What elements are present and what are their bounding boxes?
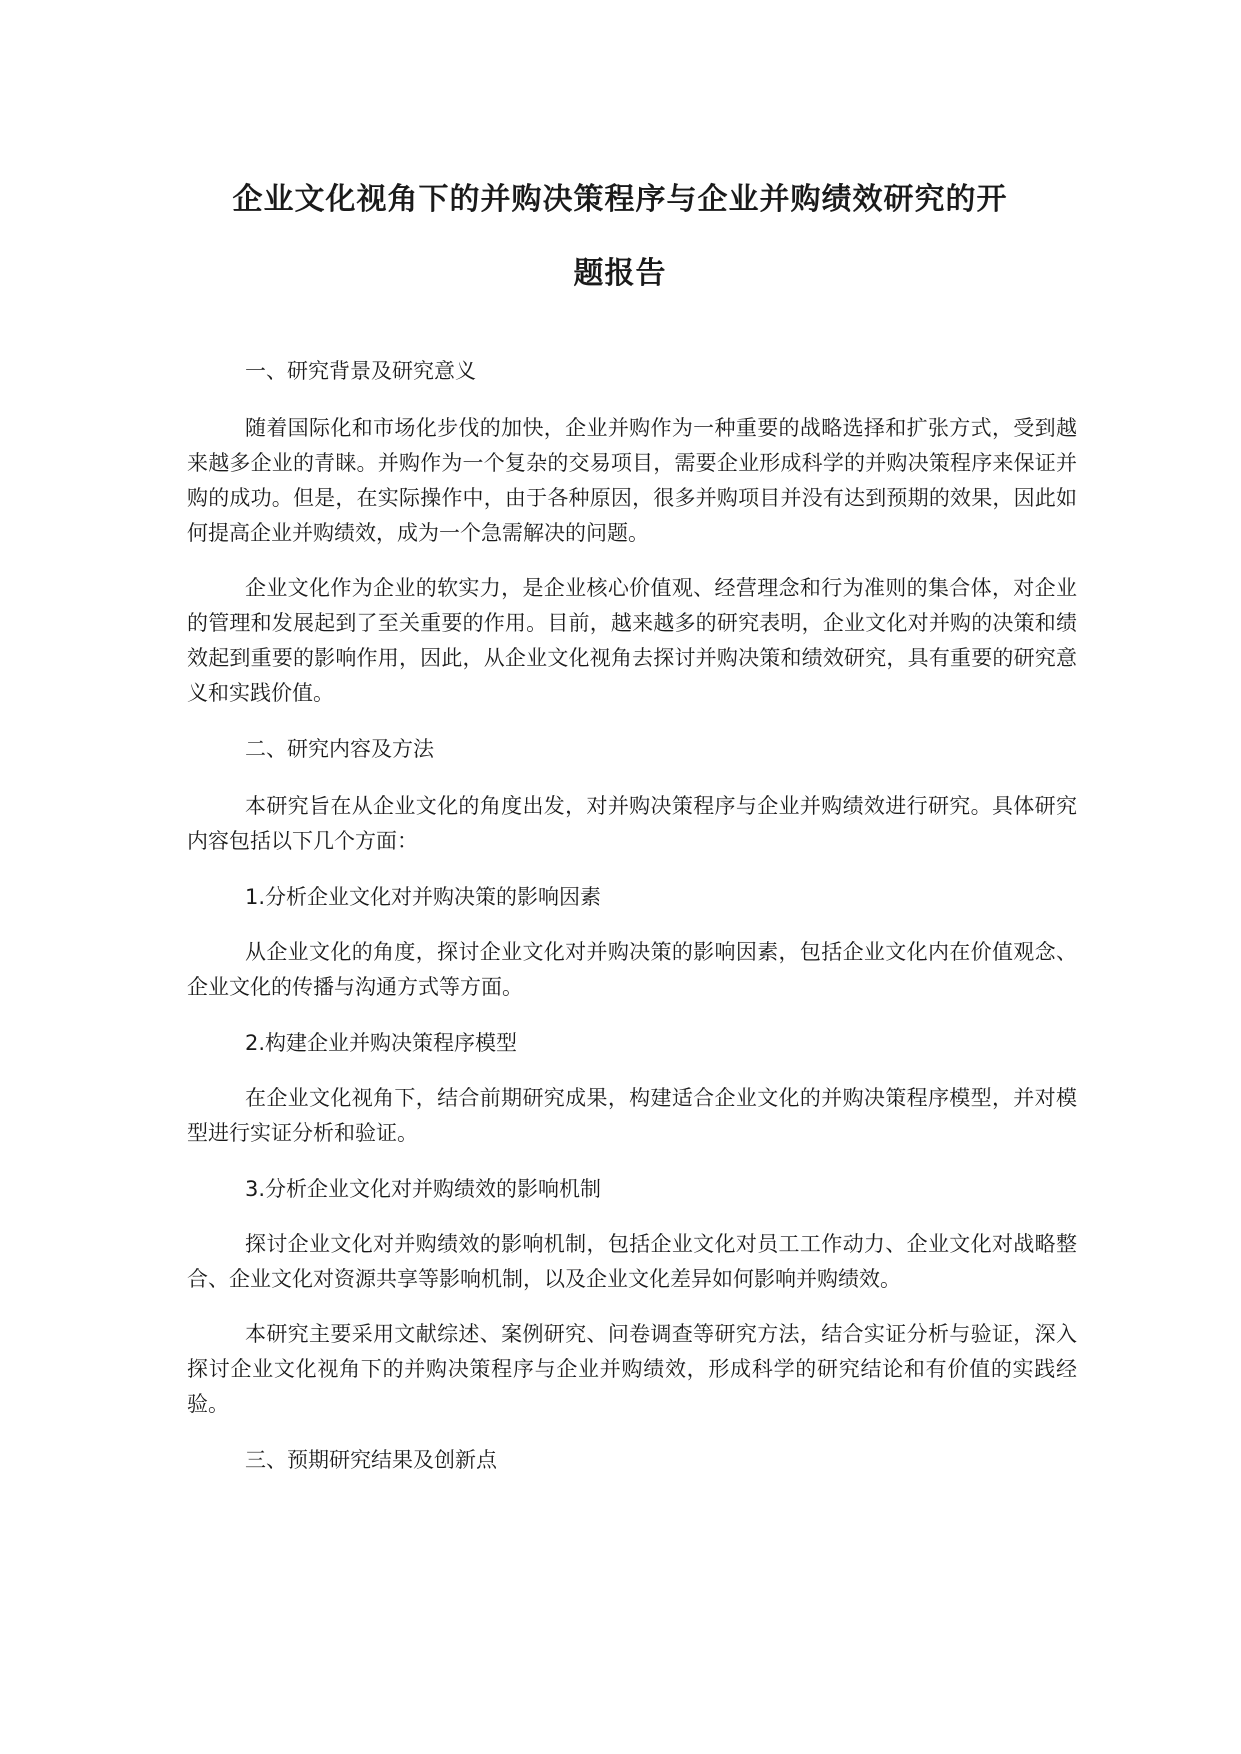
paragraph-decision-model: 在企业文化视角下，结合前期研究成果，构建适合企业文化的并购决策程序模型，并对模型进行实证分析和验证。 <box>187 1086 1077 1145</box>
document-title-line-2: 题报告 <box>573 256 667 291</box>
paragraph-content-intro: 本研究旨在从企业文化的角度出发，对并购决策程序与企业并购绩效进行研究。具体研究内容包括以下几个方面： <box>187 794 1077 853</box>
section-heading-expected-results: 三、预期研究结果及创新点 <box>245 1448 497 1472</box>
paragraph-decision-factors: 从企业文化的角度，探讨企业文化对并购决策的影响因素，包括企业文化内在价值观念、企业文化的传播与沟通方式等方面。 <box>187 940 1077 999</box>
paragraph-background-2: 企业文化作为企业的软实力，是企业核心价值观、经营理念和行为准则的集合体，对企业的管理和发展起到了至关重要的作用。目前，越来越多的研究表明，企业文化对并购的决策和绩效起到重要的影响作用，因此，从企业文化视角去探讨并购决策和绩效研究，具有重要的研究意义和实践价值。 <box>187 576 1077 705</box>
section-heading-background: 一、研究背景及研究意义 <box>245 359 476 383</box>
subheading-decision-factors: 1.分析企业文化对并购决策的影响因素 <box>245 885 602 909</box>
paragraph-methods: 本研究主要采用文献综述、案例研究、问卷调查等研究方法，结合实证分析与验证，深入探讨企业文化视角下的并购决策程序与企业并购绩效，形成科学的研究结论和有价值的实践经验。 <box>187 1322 1077 1416</box>
subheading-performance-mechanism: 3.分析企业文化对并购绩效的影响机制 <box>245 1177 602 1201</box>
paragraph-performance-mechanism: 探讨企业文化对并购绩效的影响机制，包括企业文化对员工工作动力、企业文化对战略整合、企业文化对资源共享等影响机制，以及企业文化差异如何影响并购绩效。 <box>187 1232 1077 1291</box>
section-heading-content-methods: 二、研究内容及方法 <box>245 737 434 761</box>
subheading-decision-model: 2.构建企业并购决策程序模型 <box>245 1031 518 1055</box>
document-title-line-1: 企业文化视角下的并购决策程序与企业并购绩效研究的开 <box>232 182 1008 217</box>
paragraph-background-1: 随着国际化和市场化步伐的加快，企业并购作为一种重要的战略选择和扩张方式，受到越来越多企业的青睐。并购作为一个复杂的交易项目，需要企业形成科学的并购决策程序来保证并购的成功。但是，在实际操作中，由于各种原因，很多并购项目并没有达到预期的效果，因此如何提高企业并购绩效，成为一个急需解决的问题。 <box>187 416 1077 545</box>
document-body <box>187 353 1077 1500</box>
